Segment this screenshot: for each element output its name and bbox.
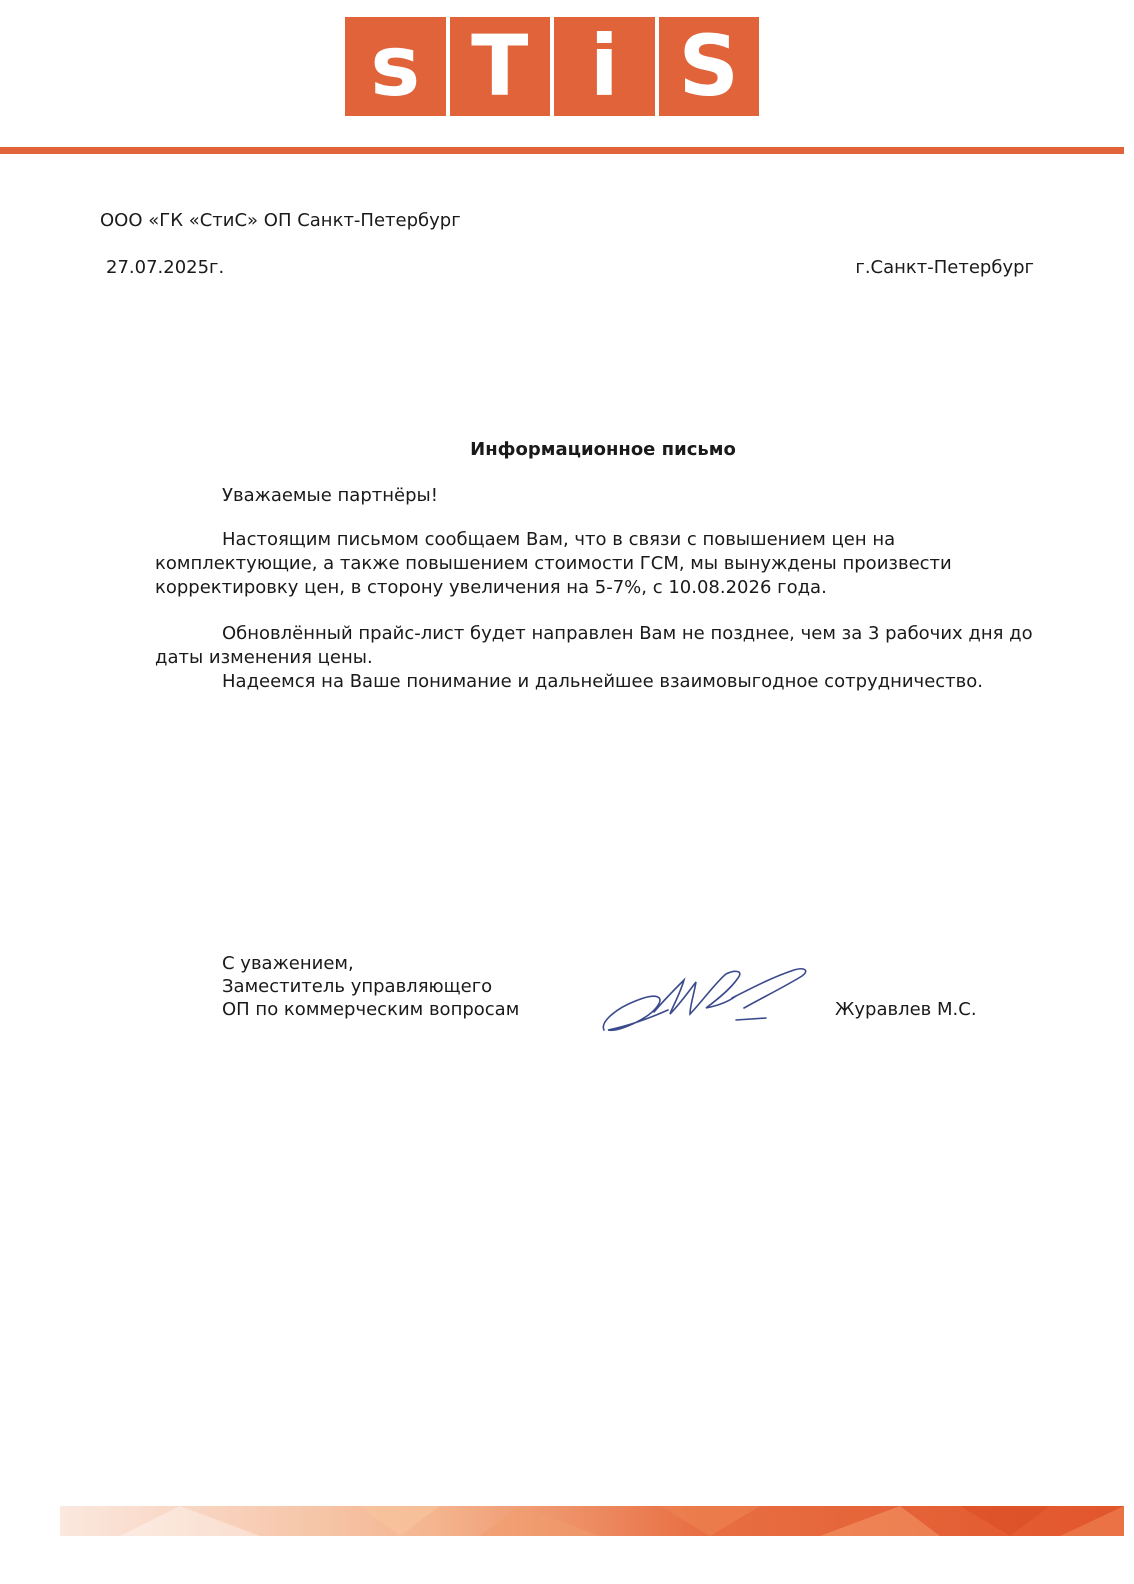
logo-tile: S: [659, 17, 760, 116]
letter-city: г.Санкт-Петербург: [855, 257, 1034, 278]
body-paragraph: Обновлённый прайс-лист будет направлен Вам не позднее, чем за 3 рабочих дня до даты изменения цены.: [155, 623, 1033, 668]
logo-tile: i: [554, 17, 655, 116]
handwritten-signature: [598, 960, 814, 1040]
logo-tile: s: [345, 17, 446, 116]
header-divider: [0, 147, 1124, 154]
stis-logo: [345, 17, 759, 116]
logo-tile: T: [450, 17, 551, 116]
closing-text: С уважением,: [222, 953, 354, 974]
letter-title: Информационное письмо: [470, 439, 736, 460]
organization-name: ООО «ГК «СтиС» ОП Санкт-Петербург: [100, 210, 461, 231]
signature-block: [222, 952, 519, 1021]
greeting: Уважаемые партнёры!: [222, 485, 438, 506]
signer-name: Журавлев М.С.: [835, 999, 977, 1020]
position-line: ОП по коммерческим вопросам: [222, 999, 520, 1020]
body-paragraph: Настоящим письмом сообщаем Вам, что в связи с повышением цен на комплектующие, а также повышением стоимости ГСМ, мы вынуждены произвести корректировку цен, в сторону увеличения на 5-7%, с 10.08.2026 года.: [155, 529, 952, 598]
body-paragraph: Надеемся на Ваше понимание и дальнейшее взаимовыгодное сотрудничество.: [222, 671, 983, 692]
position-line: Заместитель управляющего: [222, 976, 493, 997]
footer-decoration: [60, 1506, 1124, 1536]
letter-date: 27.07.2025г.: [106, 257, 225, 278]
letterhead: [0, 0, 1134, 160]
